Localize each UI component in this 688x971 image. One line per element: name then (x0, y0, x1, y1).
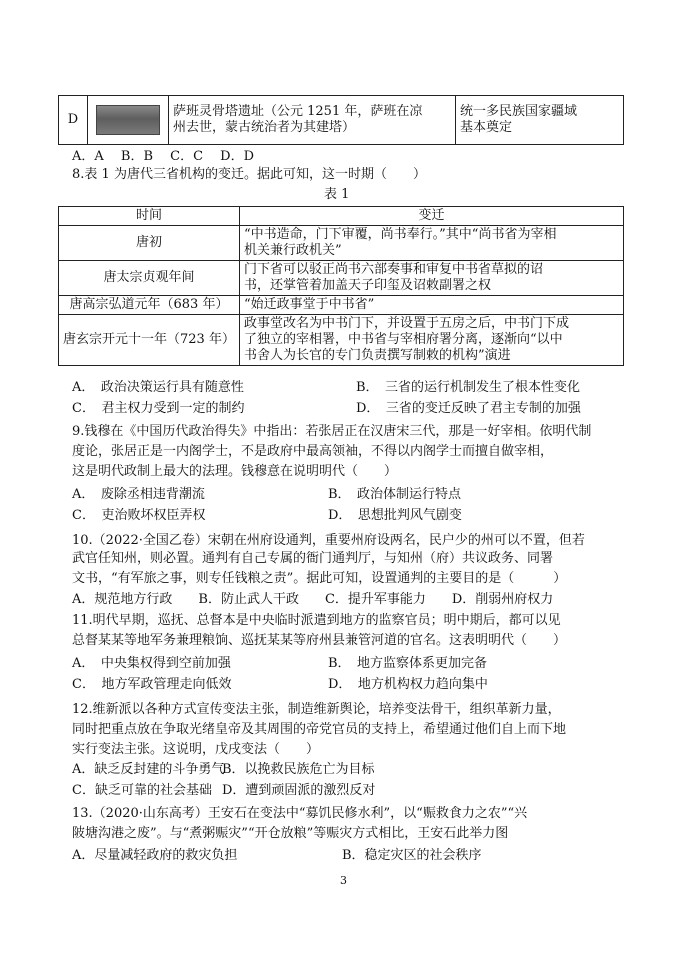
q11-option-b: B． 地方监察体系更加完备 (328, 656, 488, 671)
site-photo (96, 105, 160, 135)
q8-option-b: B． 三省的运行机制发生了根本性变化 (356, 380, 581, 395)
q10-line-2: 武官任知州，则必置。通判有自己专属的衙门通判厅，与知州（府）共议政务、同署 (72, 551, 554, 566)
q12-option-a: A．缺乏反封建的斗争勇气 (72, 762, 225, 777)
q12-option-d: D．遭到顽固派的激烈反对 (222, 783, 376, 798)
q9-line-1: 9.钱穆在《中国历代政治得失》中指出：若张居正在汉唐宋三代，那是一好宰相。依明代制 (72, 424, 592, 439)
header-change: 变迁 (240, 207, 624, 226)
meaning-line-2: 基本奠定 (460, 120, 513, 135)
change-line: 门下省可以驳正尚书六部奏事和审复中书省草拟的诏 (244, 262, 544, 277)
q9-option-d: D． 思想批判风气剧变 (328, 508, 462, 523)
change-line: 书舍人为长官的专门负责撰写制敕的机构”演进 (244, 348, 511, 363)
change-line: “中书造命，门下审覆，尚书奉行。”其中“尚书省为宰相 (244, 227, 557, 242)
change-line: 政事堂改名为中书门下，并设置于五房之后，中书门下成 (244, 316, 570, 331)
change-line: 了独立的宰相署，中书省与宰相府署分离，逐渐向“以中 (244, 332, 563, 347)
table-row (59, 226, 624, 261)
row-change (240, 261, 624, 296)
site-line-2: 州去世，蒙古统治者为其建塔） (173, 120, 356, 135)
site-meaning (456, 96, 624, 145)
site-line-1: 萨班灵骨塔遗址（公元 1251 年，萨班在凉 (173, 104, 423, 119)
q8-option-c: C． 君主权力受到一定的制约 (72, 401, 245, 416)
row-time: 唐太宗贞观年间 (59, 261, 240, 296)
change-line: 机关兼行政机关” (244, 243, 342, 258)
row-change (240, 226, 624, 261)
q9-option-b: B． 政治体制运行特点 (328, 487, 462, 502)
row-time: 唐高宗弘道元年（683 年） (59, 296, 240, 315)
q12-line-3: 实行变法主张。这说明，戊戌变法（ ） (72, 742, 320, 757)
table-row (59, 261, 624, 296)
q12-line-2: 同时把重点放在争取光绪皇帝及其周围的帝党官员的支持上，希望通过他们自上而下地 (72, 722, 567, 737)
q13-option-a: A．尽量减轻政府的救灾负担 (72, 848, 238, 863)
q8-option-d: D． 三省的变迁反映了君主专制的加强 (356, 401, 581, 416)
q8-table (58, 206, 624, 366)
page-number: 3 (340, 874, 347, 887)
q11-option-a: A． 中央集权得到空前加强 (72, 656, 231, 671)
q13-option-b: B．稳定灾区的社会秩序 (342, 848, 482, 863)
change-line: 书，还掌管着加盖天子印玺及诏敕副署之权 (244, 278, 492, 293)
top-continuation-table (58, 95, 624, 145)
q10-line-1: 10.（2022·全国乙卷）宋朝在州府设通判，重要州府设两名，民户少的州可以不置，但若 (72, 533, 585, 548)
q8-option-a: A． 政治决策运行具有随意性 (72, 380, 244, 395)
row-time: 唐玄宗开元十一年（723 年） (59, 315, 240, 366)
q9-option-c: C． 吏治败坏权臣弄权 (72, 508, 206, 523)
q10-line-3: 文书，“有军旅之事，则专任钱粮之责”。据此可知，设置通判的主要目的是（ ） (72, 571, 567, 586)
row-change (240, 315, 624, 366)
q9-option-a: A． 废除丞相违背潮流 (72, 487, 205, 502)
meaning-line-1: 统一多民族国家疆域 (460, 104, 578, 119)
q11-line-1: 11.明代早期，巡抚、总督本是中央临时派遣到地方的监察官员；明中期后，都可以见 (72, 613, 561, 628)
table-row (59, 296, 624, 315)
row-time: 唐初 (59, 226, 240, 261)
q13-line-2: 陂塘沟港之废”。与“煮粥赈灾”“开仓放粮”等赈灾方式相比，王安石此举力图 (72, 826, 509, 841)
header-time: 时间 (59, 207, 240, 226)
table-row (59, 96, 624, 145)
site-description (169, 96, 456, 145)
table-header-row (59, 207, 624, 226)
table-title: 表 1 (324, 187, 350, 202)
q9-line-2: 度论，张居正是一内阁学士，不是政府中最高领袖，不得以内阁学士而擅自做宰相， (72, 444, 554, 459)
site-photo-cell (88, 96, 169, 145)
row-letter: D (59, 96, 88, 145)
q7-options: A．A B．B C．C D．D (72, 149, 255, 164)
q9-line-3: 这是明代政制上最大的法理。钱穆意在说明明代（ ） (72, 464, 398, 479)
q8-stem: 8.表 1 为唐代三省机构的变迁。据此可知，这一时期（ ） (72, 167, 426, 182)
row-change (240, 296, 624, 315)
q11-option-c: C． 地方军政管理走向低效 (72, 677, 232, 692)
change-line: “始迁政事堂于中书省” (244, 297, 375, 312)
q12-line-1: 12.维新派以各种方式宣传变法主张，制造维新舆论，培养变法骨干，组织革新力量， (72, 702, 561, 717)
q11-option-d: D． 地方机构权力趋向集中 (328, 677, 488, 692)
q12-option-c: C．缺乏可靠的社会基础 (72, 783, 212, 798)
table-row (59, 315, 624, 366)
q13-line-1: 13.（2020·山东高考）王安石在变法中“募饥民修水利”，以“赈救食力之农”“兴 (72, 806, 528, 821)
q12-option-b: B．以挽救民族危亡为目标 (222, 762, 375, 777)
q11-line-2: 总督某某等地军务兼理粮饷、巡抚某某等府州县兼管河道的官名。这表明明代（ ） (72, 633, 567, 648)
q10-options: A．规范地方行政 B．防止武人干政 C．提升军事能力 D．削弱州府权力 (72, 592, 554, 607)
